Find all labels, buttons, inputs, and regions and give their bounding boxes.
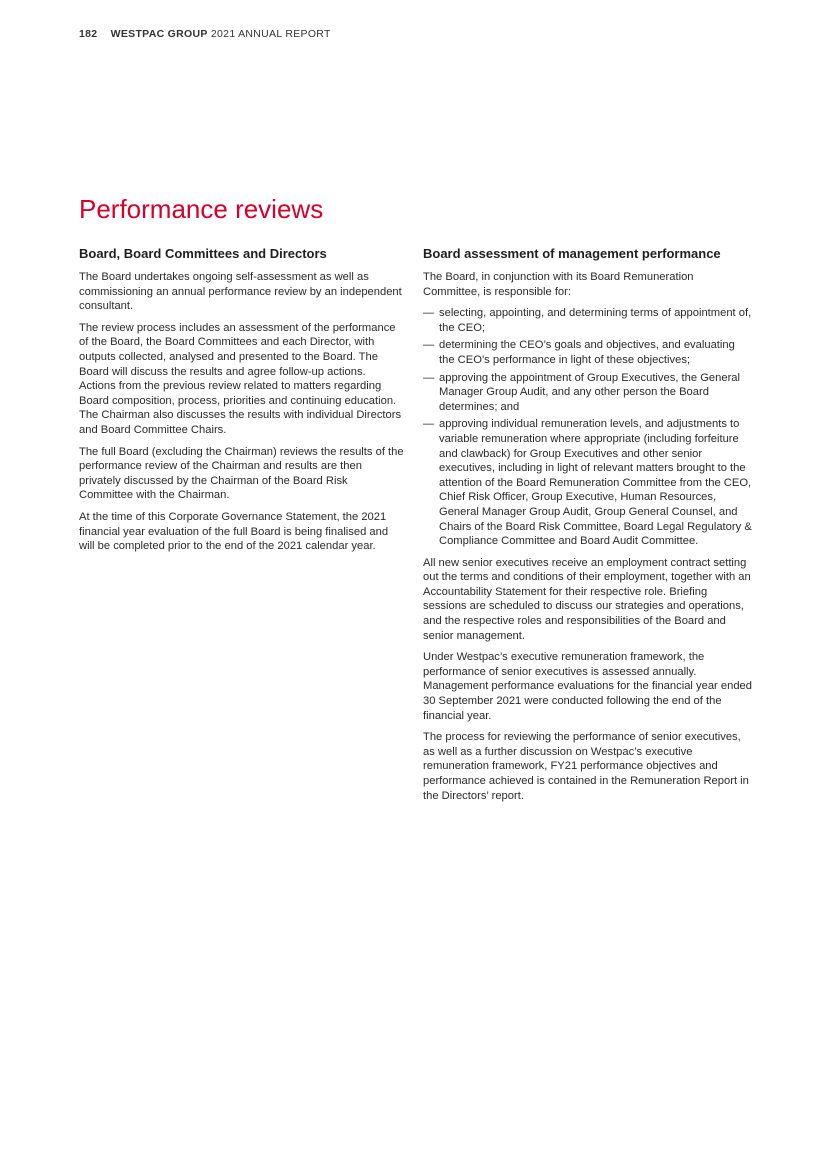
list-item: — approving individual remuneration levels, and adjustments to variable remuneration where appropriate (including forfeiture and clawback) for Group Executives and other senior executives, including in light of relevant matters brought to the attention of the Board Remuneration Committee from the CEO, Chief Risk Officer, Group Executive, Human Resources, General Manager Group Audit, Group General Counsel, and Chairs of the Board Risk Committee, Board Legal Regulatory & Compliance Committee and Board Audit Committee. — [423, 418, 752, 548]
list-item: — determining the CEO’s goals and objectives, and evaluating the CEO’s performance in light of these objectives; — [423, 339, 735, 366]
list-item: — approving the appointment of Group Executives, the General Manager Group Audit, and any other person the Board determines; and — [423, 371, 741, 413]
section-heading-board: Board, Board Committees and Directors — [79, 246, 327, 261]
right-column — [423, 245, 753, 810]
page-title: Performance reviews — [79, 194, 324, 224]
paragraph: The Board, in conjunction with its Board Remuneration Committee, is responsible for: — [423, 271, 694, 298]
page-number: 182 — [79, 28, 98, 40]
dash-marker: — — [423, 418, 435, 431]
page-header — [79, 28, 331, 40]
brand-name: WESTPAC GROUP — [110, 28, 208, 40]
dash-marker: — — [423, 339, 435, 352]
dash-marker: — — [423, 307, 435, 320]
paragraph: All new senior executives receive an employment contract setting out the terms and conditions of their employment, together with an Accountability Statement for their respective role. Briefing sessions are scheduled to discuss our strategies and operations, and the respective roles and responsibilities of the Board and senior management. — [423, 556, 751, 642]
section-heading-management: Board assessment of management performance — [423, 246, 721, 261]
paragraph: Under Westpac’s executive remuneration framework, the performance of senior executives is assessed annually. Management performance evaluations for the financial year ended 30 September 2021 were conducted following the end of the financial year. — [423, 651, 752, 722]
left-column — [79, 245, 404, 561]
paragraph: At the time of this Corporate Governance Statement, the 2021 financial year evaluation of the full Board is being finalised and will be completed prior to the end of the 2021 calendar year. — [79, 510, 389, 553]
list-item: — selecting, appointing, and determining terms of appointment of, the CEO; — [423, 307, 752, 334]
paragraph: The process for reviewing the performance of senior executives, as well as a further discussion on Westpac’s executive remuneration framework, FY21 performance objectives and performance achieved is contained in the Remuneration Report in the Directors’ report. — [423, 731, 749, 802]
responsibilities-list — [423, 306, 753, 549]
paragraph: The full Board (excluding the Chairman) reviews the results of the performance review of the Chairman and results are then privately discussed by the Chairman of the Board Risk Committee with the Chairman. — [79, 445, 404, 502]
dash-marker: — — [423, 371, 435, 384]
paragraph: The Board undertakes ongoing self-assessment as well as commissioning an annual performance review by an independent consultant. — [79, 271, 402, 313]
paragraph: The review process includes an assessment of the performance of the Board, the Board Committees and each Director, with outputs collected, analysed and presented to the Board. The Board will discuss the results and agree follow-up actions. Actions from the previous review related to matters regarding Board composition, process, priorities and continuing education. The Chairman also discusses the results with individual Directors and Board Committee Chairs. — [79, 321, 402, 436]
report-name: 2021 ANNUAL REPORT — [210, 28, 331, 40]
